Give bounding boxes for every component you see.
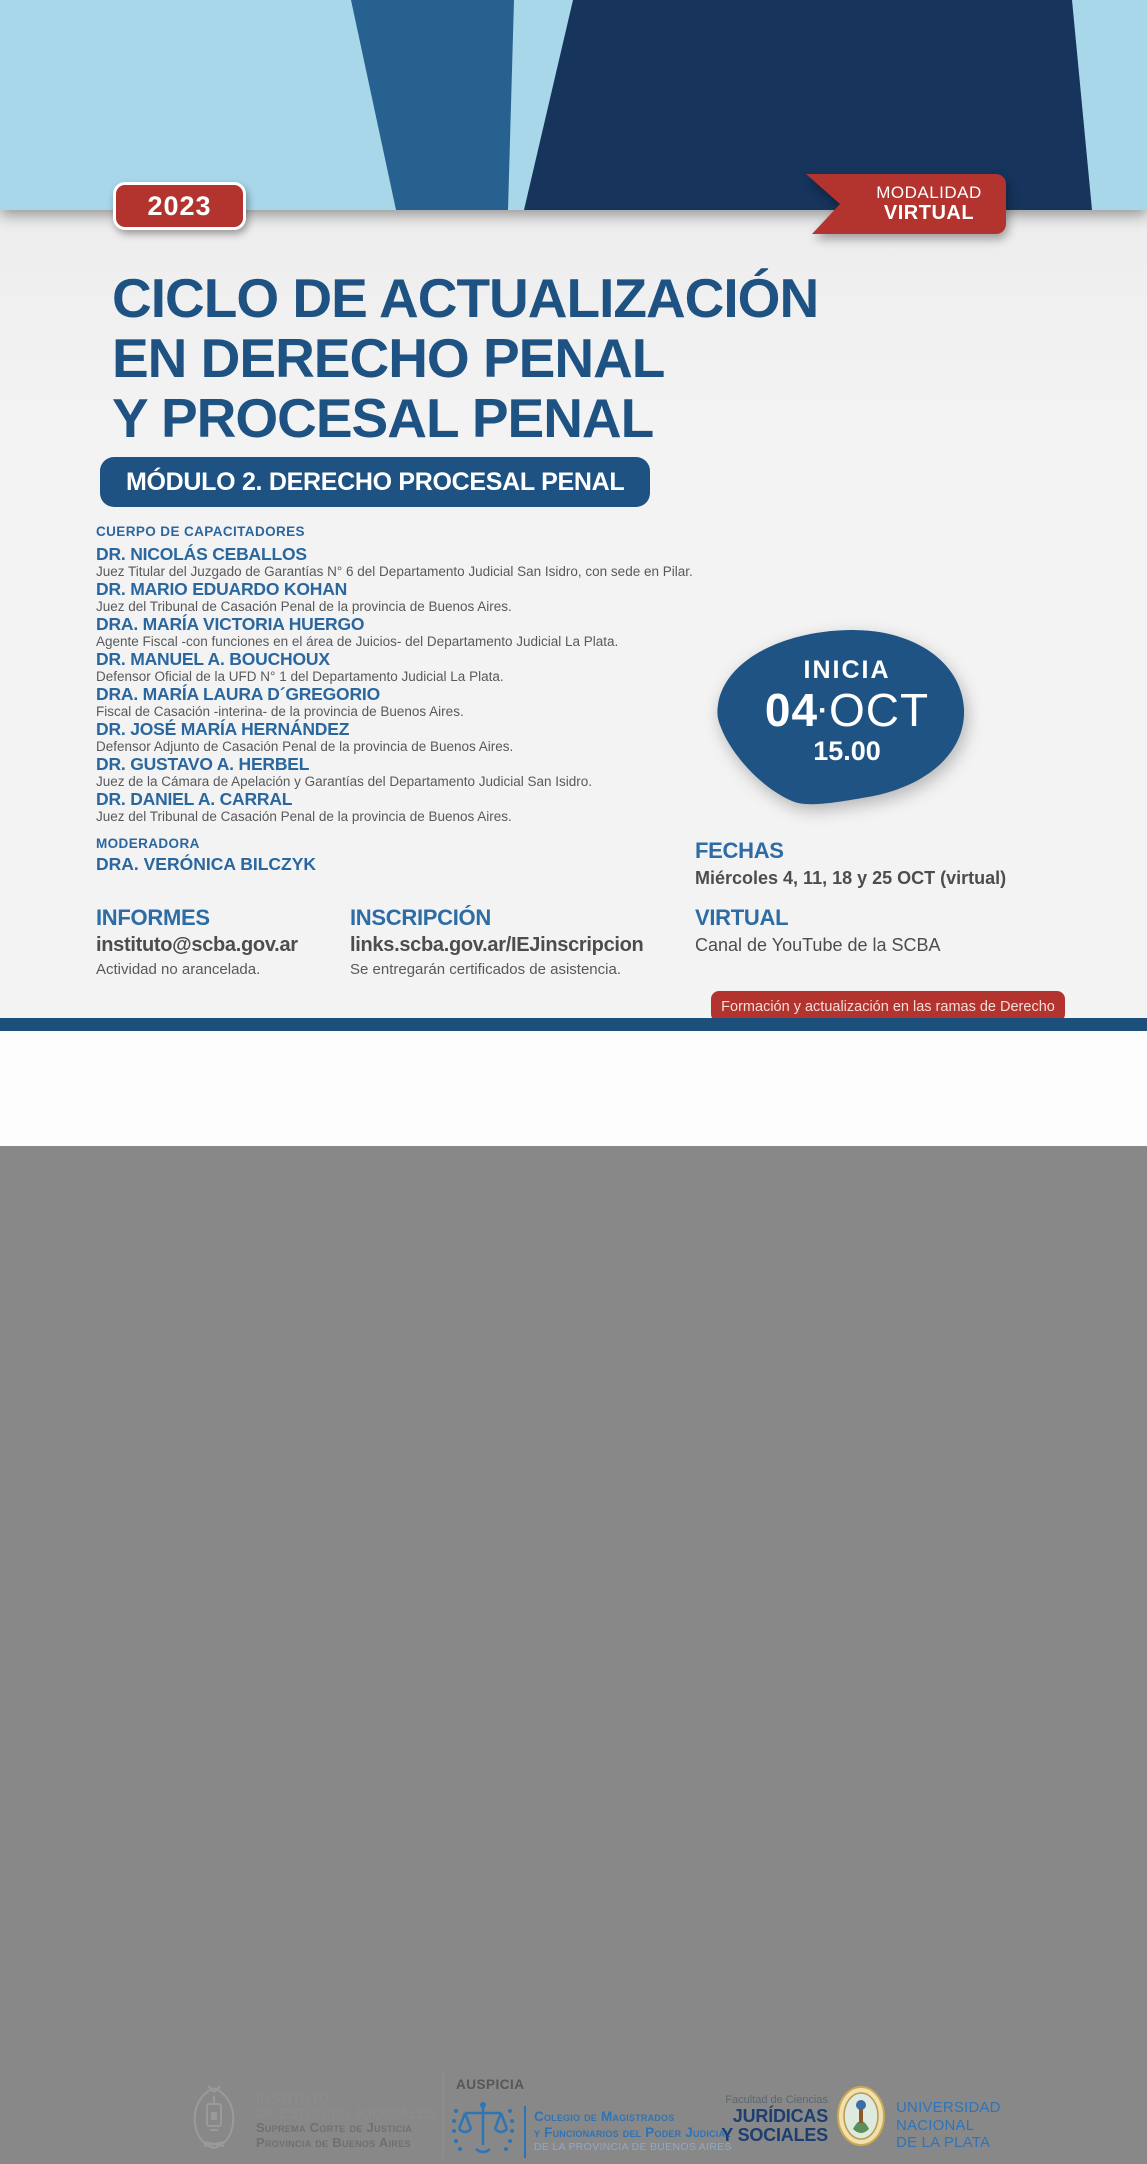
footer-divider-bar <box>0 1018 1147 1031</box>
speaker-item <box>96 755 746 789</box>
speaker-name: DRA. MARÍA VICTORIA HUERGO <box>96 614 365 634</box>
iej-text-block <box>256 2091 436 2150</box>
speaker-item <box>96 545 746 579</box>
iej-line4: Provincia de Buenos Aires <box>256 2134 411 2150</box>
module-badge-label: MÓDULO 2. DERECHO PROCESAL PENAL <box>126 467 625 496</box>
informes-email[interactable]: instituto@scba.gov.ar <box>96 934 298 956</box>
title-line2: EN DERECHO PENAL <box>112 327 665 389</box>
fechas-value: Miércoles 4, 11, 18 y 25 OCT (virtual) <box>695 868 1007 888</box>
facultad-line2: JURÍDICAS <box>732 2106 828 2126</box>
moderator-section <box>96 836 316 875</box>
speaker-role: Juez Titular del Juzgado de Garantías N° 6 del Departamento Judicial San Isidro, con sede en Pilar. <box>96 563 693 579</box>
speaker-role: Agente Fiscal -con funciones en el área de Juicios- del Departamento Judicial La Plata. <box>96 633 619 649</box>
start-time: 15.00 <box>813 735 881 766</box>
modality-line1: MODALIDAD <box>876 183 982 202</box>
speaker-role: Juez del Tribunal de Casación Penal de la provincia de Buenos Aires. <box>96 808 512 824</box>
virtual-heading: VIRTUAL <box>695 905 789 930</box>
speaker-name: DR. JOSÉ MARÍA HERNÁNDEZ <box>96 719 350 739</box>
colegio-line1: Colegio de Magistrados <box>534 2109 675 2124</box>
colegio-text-block <box>534 2109 732 2154</box>
informes-heading: INFORMES <box>96 905 210 930</box>
speaker-role: Juez del Tribunal de Casación Penal de la provincia de Buenos Aires. <box>96 598 512 614</box>
speaker-item <box>96 720 746 754</box>
auspicia-label: AUSPICIA <box>456 2077 525 2092</box>
speaker-item <box>96 790 746 824</box>
footer-vertical-divider <box>442 2072 444 2158</box>
speaker-name: DR. NICOLÁS CEBALLOS <box>96 544 307 564</box>
year-badge <box>113 182 246 230</box>
speaker-name: DR. MARIO EDUARDO KOHAN <box>96 579 348 599</box>
inscripcion-link[interactable]: links.scba.gov.ar/IEJinscripcion <box>350 934 644 956</box>
informes-section <box>96 905 298 978</box>
start-date <box>765 685 929 736</box>
speaker-role: Fiscal de Casación -interina- de la provincia de Buenos Aires. <box>96 703 464 719</box>
title-line1: CICLO DE ACTUALIZACIÓN <box>112 267 819 329</box>
colegio-line2: y Funcionarios del Poder Judicial <box>534 2124 731 2140</box>
year-badge-label: 2023 <box>147 190 212 221</box>
page-title <box>112 268 818 448</box>
inscripcion-heading: INSCRIPCIÓN <box>350 905 491 930</box>
speaker-item <box>96 615 746 649</box>
speaker-role: Defensor Oficial de la UFD N° 1 del Departamento Judicial La Plata. <box>96 668 504 684</box>
modality-line2: VIRTUAL <box>883 202 975 224</box>
speakers-section <box>96 524 746 825</box>
iej-line3: Suprema Corte de Justicia <box>256 2120 413 2135</box>
start-label: INICIA <box>803 655 891 684</box>
modality-ribbon <box>804 174 1006 234</box>
informes-note: Actividad no arancelada. <box>96 961 261 978</box>
date-separator-dot: · <box>818 693 830 727</box>
moderator-heading: MODERADORA <box>96 836 200 851</box>
iej-line2: DE ESTUDIOS JUDICIALES <box>256 2106 436 2121</box>
moderator-name: DRA. VERÓNICA BILCZYK <box>96 854 317 874</box>
title-line3: Y PROCESAL PENAL <box>112 387 654 449</box>
speaker-name: DR. MANUEL A. BOUCHOUX <box>96 649 330 669</box>
unlp-line3: DE LA PLATA <box>896 2134 991 2151</box>
speaker-item <box>96 685 746 719</box>
footer <box>0 1031 1147 2153</box>
speaker-name: DR. DANIEL A. CARRAL <box>96 789 293 809</box>
unlp-line2: NACIONAL <box>896 2116 975 2134</box>
module-badge <box>100 457 650 507</box>
start-day: 04 <box>764 683 819 736</box>
speaker-role: Defensor Adjunto de Casación Penal de la provincia de Buenos Aires. <box>96 738 514 754</box>
speaker-item <box>96 580 746 614</box>
start-date-blob <box>710 625 970 811</box>
tagline-text: Formación y actualización en las ramas de Derecho <box>721 998 1055 1015</box>
speaker-item <box>96 650 746 684</box>
fechas-heading: FECHAS <box>695 838 784 863</box>
speakers-heading: CUERPO DE CAPACITADORES <box>96 524 305 539</box>
speaker-role: Juez de la Cámara de Apelación y Garantías del Departamento Judicial San Isidro. <box>96 773 593 789</box>
unlp-text-block <box>896 2099 1001 2152</box>
colegio-magistrados-logo <box>450 2099 516 2164</box>
facultad-line3: Y SOCIALES <box>721 2125 828 2145</box>
iej-seal-icon <box>188 2082 240 2159</box>
facultad-line1: Facultad de Ciencias <box>725 2094 828 2106</box>
inscripcion-note: Se entregarán certificados de asistencia. <box>350 961 621 978</box>
colegio-divider <box>524 2106 526 2158</box>
unlp-seal-icon <box>836 2085 886 2152</box>
fechas-section <box>695 838 1006 889</box>
virtual-section <box>695 905 941 956</box>
colegio-line3: DE LA PROVINCIA DE BUENOS AIRES <box>534 2141 732 2153</box>
inscripcion-section <box>350 905 643 978</box>
start-month: OCT <box>829 683 930 736</box>
unlp-line1: UNIVERSIDAD <box>896 2099 1001 2116</box>
iej-line1: INSTITUTO <box>256 2091 330 2106</box>
virtual-value: Canal de YouTube de la SCBA <box>695 935 941 955</box>
facultad-text-block <box>716 2094 828 2145</box>
speaker-name: DR. GUSTAVO A. HERBEL <box>96 754 310 774</box>
speaker-name: DRA. MARÍA LAURA D´GREGORIO <box>96 684 380 704</box>
